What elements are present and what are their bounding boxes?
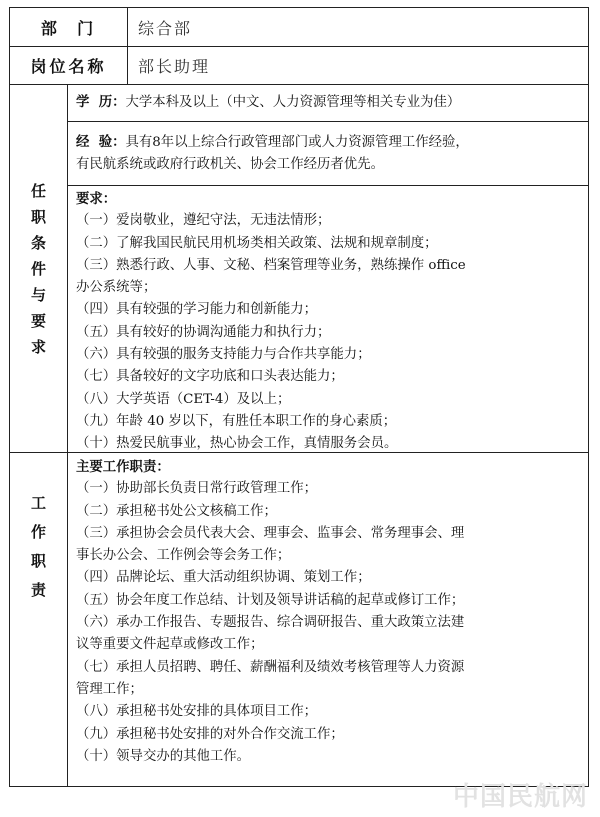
vertical-label-char: 与 <box>30 285 46 304</box>
requirement-item: 办公系统等； <box>76 280 157 296</box>
duty-item: （一）协助部长负责日常行政管理工作； <box>76 481 318 497</box>
vertical-label-char: 要 <box>30 311 46 330</box>
experience-cell <box>68 121 588 185</box>
requirement-item: （一）爱岗敬业，遵纪守法，无违法情形； <box>76 213 331 229</box>
vertical-label-char: 职 <box>30 207 46 226</box>
qualifications-content <box>68 85 588 452</box>
vertical-label-char: 职 <box>30 552 46 570</box>
duty-item: （八）承担秘书处安排的具体项目工作； <box>76 704 318 720</box>
education-label: 学 历： <box>76 94 126 110</box>
qualifications-label-cell <box>10 85 68 452</box>
qualifications-label <box>31 178 46 360</box>
duties-list <box>76 478 580 768</box>
duty-item: （六）承办工作报告、专题报告、综合调研报告、重大政策立法建 <box>76 615 465 631</box>
requirement-item: （四）具有较强的学习能力和创新能力； <box>76 302 318 318</box>
duties-title: 主要工作职责： <box>76 459 170 475</box>
requirement-item: （六）具有较强的服务支持能力与合作共享能力； <box>76 347 371 363</box>
duty-item: 管理工作； <box>76 681 143 697</box>
requirements-cell <box>68 185 588 452</box>
requirement-item: （八）大学英语（CET-4）及以上； <box>76 391 291 407</box>
department-label: 部 门 <box>40 18 97 38</box>
watermark-logo: 中国民航网 <box>452 782 588 812</box>
duty-item: （五）协会年度工作总结、计划及领导讲话稿的起草或修订工作； <box>76 592 465 608</box>
position-label: 岗位名称 <box>30 57 107 76</box>
duty-item: （四）品牌论坛、重大活动组织协调、策划工作； <box>76 570 371 586</box>
requirement-item: （五）具有较好的协调沟通能力和执行力； <box>76 324 331 340</box>
vertical-label-char: 责 <box>30 581 46 599</box>
position-row <box>10 46 588 84</box>
job-description-table <box>9 7 589 787</box>
duties-label <box>31 489 46 605</box>
experience-label: 经 验： <box>76 134 126 150</box>
vertical-label-char: 工 <box>30 494 46 512</box>
duty-item: （九）承担秘书处安排的对外合作交流工作； <box>76 726 344 742</box>
position-label-cell <box>10 47 128 84</box>
vertical-label-char: 求 <box>30 337 46 356</box>
requirement-item: （十）热爱民航事业，热心协会工作，真情服务会员。 <box>76 436 398 452</box>
department-value: 综合部 <box>138 18 193 38</box>
department-row <box>10 8 588 46</box>
duties-row <box>10 452 588 786</box>
position-value: 部长助理 <box>138 57 211 76</box>
duties-content <box>68 453 588 786</box>
education-value: 大学本科及以上（中文、人力资源管理等相关专业为佳） <box>125 95 461 110</box>
duty-item: （十）领导交办的其他工作。 <box>76 748 251 764</box>
qualifications-row <box>10 84 588 452</box>
duty-item: 议等重要文件起草或修改工作； <box>76 637 264 653</box>
duty-item: （二）承担秘书处公文核稿工作； <box>76 503 277 519</box>
vertical-label-char: 条 <box>30 233 46 252</box>
duty-item: 事长办公会、工作例会等会务工作； <box>76 548 291 564</box>
duty-item: （七）承担人员招聘、聘任、薪酬福利及绩效考核管理等人力资源 <box>76 659 465 675</box>
requirement-item: （二）了解我国民航民用机场类相关政策、法规和规章制度； <box>76 235 438 251</box>
department-label-cell <box>10 8 128 46</box>
duties-label-cell <box>10 453 68 786</box>
requirements-title: 要求： <box>76 191 117 207</box>
requirements-list <box>76 210 580 455</box>
experience-line: 有民航系统或政府行政机关、协会工作经历者优先。 <box>76 157 384 173</box>
requirement-item: （七）具备较好的文字功底和口头表达能力； <box>76 369 344 385</box>
vertical-label-char: 作 <box>30 523 46 541</box>
requirement-item: （三）熟悉行政、人事、文秘、档案管理等业务，熟练操作 office <box>76 257 466 273</box>
experience-line: 具有8年以上综合行政管理部门或人力资源管理工作经验， <box>125 135 469 150</box>
education-cell <box>68 85 588 121</box>
requirement-item: （九）年龄 40 岁以下，有胜任本职工作的身心素质； <box>76 413 397 429</box>
vertical-label-char: 任 <box>30 181 46 200</box>
vertical-label-char: 件 <box>30 259 46 278</box>
duty-item: （三）承担协会会员代表大会、理事会、监事会、常务理事会、理 <box>76 525 465 541</box>
duties-cell <box>68 453 588 786</box>
